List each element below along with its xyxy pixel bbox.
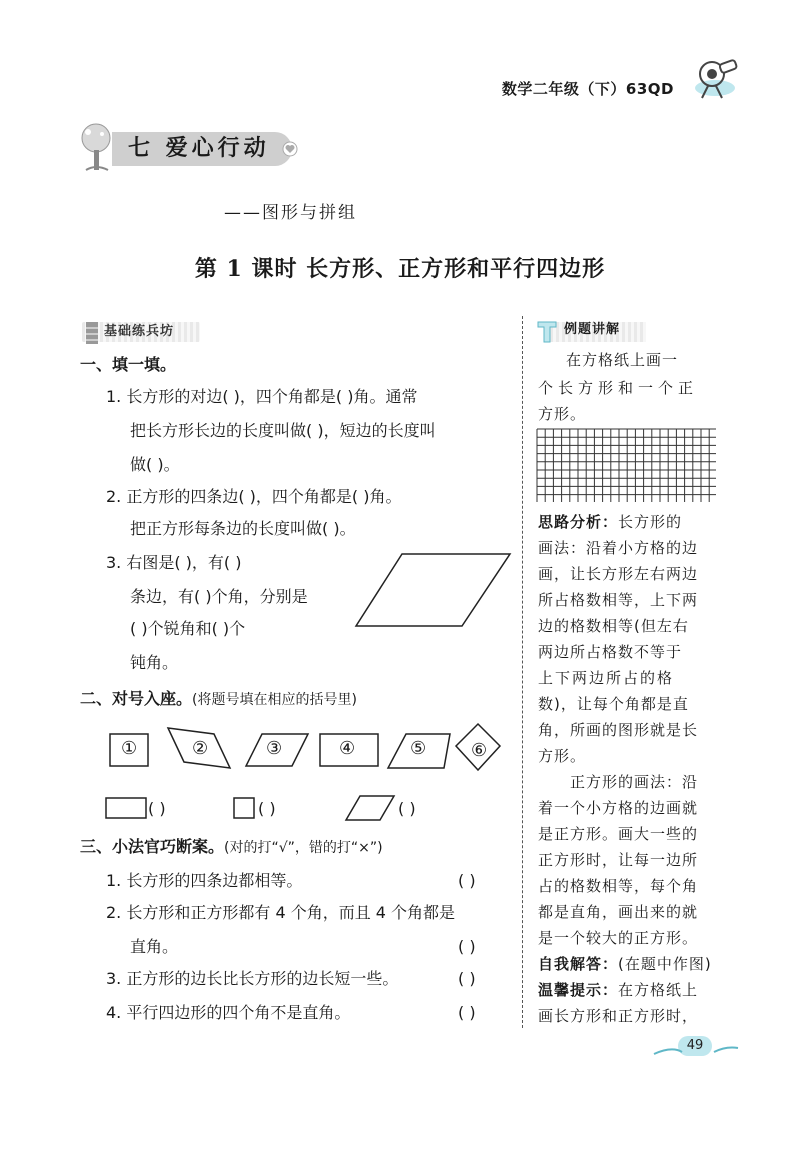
sidebar-tag-label: 例题讲解 bbox=[564, 322, 621, 337]
analysis-line7: 上下两边所占的格 bbox=[538, 669, 675, 687]
chapter-title: 七 爱心行动 bbox=[128, 136, 270, 161]
analysis-line6: 两边所占格数不等于 bbox=[538, 643, 683, 661]
q3-title-text: 三、小法官巧断案。 bbox=[80, 837, 225, 856]
q2-note: (将题号填在相应的括号里) bbox=[192, 692, 357, 708]
shape-4-number: ④ bbox=[339, 738, 356, 759]
q3-item2-cont: 直角。 bbox=[130, 937, 179, 956]
tip-line1-text: 在方格纸上 bbox=[618, 981, 699, 999]
column-divider bbox=[522, 316, 523, 1028]
q3-item1-blank[interactable]: ( ) bbox=[458, 871, 476, 890]
q2-title-text: 二、对号入座。 bbox=[80, 689, 193, 708]
square-line5: 占的格数相等，每个角 bbox=[538, 877, 699, 895]
q1-item3-line4: 钝角。 bbox=[130, 653, 179, 672]
q1-title: 一、填一填。 bbox=[80, 355, 177, 374]
q2-shapes bbox=[100, 720, 510, 776]
square-line1: 正方形的画法：沿 bbox=[570, 773, 699, 791]
book-label: 数学二年级（下）63QD bbox=[501, 80, 674, 98]
category-square bbox=[234, 798, 254, 818]
q1-item1-line2: 把长方形长边的长度叫做( )，短边的长度叫 bbox=[130, 421, 436, 440]
chapter-banner bbox=[72, 118, 304, 174]
analysis-line9: 角，所画的图形就是长 bbox=[538, 721, 699, 739]
analysis-line5: 边的格数相等(但左右 bbox=[538, 617, 689, 635]
q3-title bbox=[80, 836, 383, 859]
q3-item3-blank[interactable]: ( ) bbox=[458, 969, 476, 988]
q3-item4: 4. 平行四边形的四个角不是直角。 bbox=[106, 1003, 351, 1022]
shape-1-number: ① bbox=[121, 738, 138, 759]
answer-line bbox=[538, 950, 712, 978]
square-line7: 是一个较大的正方形。 bbox=[538, 929, 699, 947]
category-rectangle bbox=[106, 798, 146, 818]
section-tag-label: 基础练兵坊 bbox=[104, 324, 175, 339]
lesson-title: 第 1 课时 长方形、正方形和平行四边形 bbox=[194, 256, 606, 282]
shape-5-number: ⑤ bbox=[410, 738, 427, 759]
section-tag bbox=[82, 318, 200, 346]
answer-label: 自我解答： bbox=[538, 955, 619, 973]
q1-item1-line3: 做( )。 bbox=[130, 455, 180, 474]
analysis-line2: 画法：沿着小方格的边 bbox=[538, 539, 699, 557]
answer-note: (在题中作图) bbox=[618, 955, 712, 973]
q3-item2: 2. 长方形和正方形都有 4 个角，而且 4 个角都是 bbox=[106, 903, 456, 922]
page-number: 49 bbox=[678, 1036, 712, 1056]
analysis-line10: 方形。 bbox=[538, 747, 587, 765]
tip-label: 温馨提示： bbox=[538, 981, 619, 999]
q3-item3: 3. 正方形的边长比长方形的边长短一些。 bbox=[106, 969, 399, 988]
problem-line1: 在方格纸上画一 bbox=[566, 351, 679, 369]
analysis-label: 思路分析： bbox=[538, 513, 619, 531]
q3-note: (对的打“√”，错的打“×”) bbox=[224, 840, 383, 856]
q3-item2-blank[interactable]: ( ) bbox=[458, 937, 476, 956]
telescope-mascot-icon bbox=[690, 52, 740, 102]
analysis-line4: 所占格数相等，上下两 bbox=[538, 591, 699, 609]
problem-line3: 方形。 bbox=[538, 405, 587, 423]
square-line6: 都是直角，画出来的就 bbox=[538, 903, 699, 921]
sidebar-tag bbox=[536, 318, 646, 344]
analysis-line1 bbox=[538, 508, 682, 536]
tip-line2: 画长方形和正方形时， bbox=[538, 1007, 699, 1025]
square-line3: 是正方形。画大一些的 bbox=[538, 825, 699, 843]
problem-line2: 个长方形和一个正 bbox=[538, 379, 699, 397]
analysis-line1-text: 长方形的 bbox=[618, 513, 683, 531]
analysis-line3: 画，让长方形左右两边 bbox=[538, 565, 699, 583]
category-parallelogram bbox=[346, 796, 394, 820]
category-parallelogram-blank[interactable]: ( ) bbox=[398, 799, 416, 818]
parallelogram-figure bbox=[354, 550, 514, 630]
shape-2-number: ② bbox=[192, 738, 209, 759]
tree-stump-icon bbox=[82, 318, 102, 346]
q1-item3-line3: ( )个锐角和( )个 bbox=[130, 619, 246, 638]
page-number-swoosh-icon bbox=[652, 1044, 742, 1058]
q1-item2-line2: 把正方形每条边的长度叫做( )。 bbox=[130, 519, 356, 538]
analysis-line8: 数)，让每个角都是直 bbox=[538, 695, 689, 713]
category-square-blank[interactable]: ( ) bbox=[258, 799, 276, 818]
q1-item2-line1: 2. 正方形的四条边( )，四个角都是( )角。 bbox=[106, 487, 402, 506]
square-line2: 着一个小方格的边画就 bbox=[538, 799, 699, 817]
shape-6-number: ⑥ bbox=[471, 740, 488, 761]
q2-title bbox=[80, 688, 357, 711]
shape-3-number: ③ bbox=[266, 738, 283, 759]
q1-item1-line1: 1. 长方形的对边( )，四个角都是( )角。通常 bbox=[106, 387, 418, 406]
tree-icon bbox=[76, 120, 120, 174]
category-rectangle-blank[interactable]: ( ) bbox=[148, 799, 166, 818]
subtitle: ——图形与拼组 bbox=[224, 203, 357, 223]
q3-item4-blank[interactable]: ( ) bbox=[458, 1003, 476, 1022]
q1-item3-line1: 3. 右图是( )，有( ) bbox=[106, 553, 242, 572]
heart-icon bbox=[282, 141, 298, 157]
q3-item1: 1. 长方形的四条边都相等。 bbox=[106, 871, 303, 890]
tip-line1 bbox=[538, 976, 698, 1004]
square-line4: 正方形时，让每一边所 bbox=[538, 851, 699, 869]
t-letter-icon bbox=[536, 318, 558, 344]
grid-paper bbox=[536, 428, 718, 504]
q1-item3-line2: 条边，有( )个角，分别是 bbox=[130, 587, 308, 606]
